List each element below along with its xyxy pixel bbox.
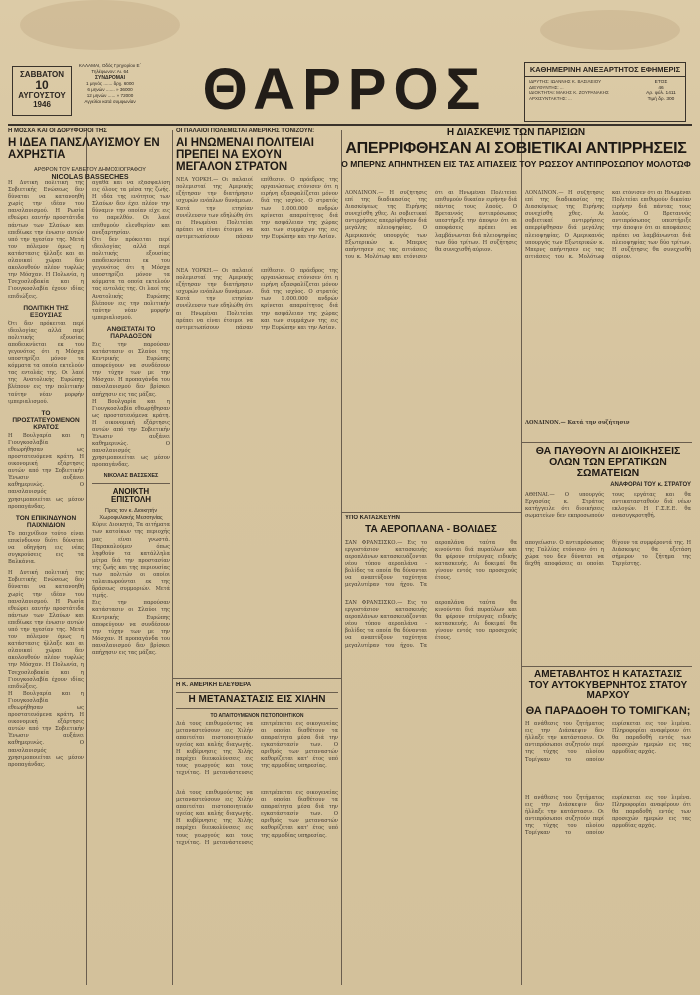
issue-line: Αρ. φύλ. 1411 <box>646 91 676 96</box>
phone-text: Τηλέφωνον: Αι. 64 <box>91 69 129 74</box>
publisher-box <box>524 62 686 122</box>
panslavism-subhead: ΠΟΛΙΤΙΚΗ ΤΗΣ ΕΞΟΥΣΙΑΣ <box>23 304 69 319</box>
panslavism-text: Η Βουλγαρία και η Γιουγκοσλαβία εθεωρήθησαν ως προστατευόμενα κράτη. Η οικονομική εξάρτησις αυτών από την Σοβιετικήν Ένωσιν αυξάνει καθημερινώς. Ο πανσλαυισμός χρησιμοποιείται ως μέσον προπαγάνδας. <box>8 432 84 510</box>
day-label: ΣΑΒΒΑΤΟΝ <box>20 70 64 79</box>
chile-subhead: ΤΟ ΑΠΑΙΤΟΥΜΕΝΟΝ ΠΙΣΤΟΠΟΙΗΤΙΚΟΝ <box>210 712 304 719</box>
tomigkan-subhead: ΘΑ ΠΑΡΑΔΟΘΗ ΤΟ ΤΟΜΙΓΚΑΝ; <box>525 704 691 717</box>
labor-unions-headline: ΘΑ ΠΑΥΘΟΥΝ ΑΙ ΔΙΟΙΚΗΣΕΙΣ ΟΛΩΝ ΤΩΝ ΕΡΓΑΤΙΚΩΝ ΣΩΜΑΤΕΙΩΝ <box>535 446 681 480</box>
column-divider <box>172 130 173 985</box>
date-number: 10 <box>35 78 49 92</box>
labor-unions-text: ΑΘΗΝΑΙ.— Ο υπουργός Εργασίας κ. Στράτος κατήγγειλε ότι διοικήσεις σωματείων δεν εκπροσωπούν τους εργάτας και θα αντικατασταθούν διά νέων εκλογών. Η Γ.Σ.Ε.Ε. θα ανασυγκροτηθή. <box>525 492 691 520</box>
paris-text: ΛΟΝΔΙΝΟΝ.— Η συζήτησις επί της διαδικασίας της Διασκέψεως της Ειρήνης συνεχίσθη χθες. Αι σοβιετικαί αντιρρήσεις απερρίφθησαν διά μεγάλης πλειοψηφίας. Ο Αμερικανός υπουργός των Εξωτερικών κ. Μπερνς απήντησεν εις τας αιτιάσεις του κ. Μολότωφ και ετόνισεν ότι αι Ηνωμέναι Πολιτείαι επιθυμούν δικαίαν ειρήνην διά πάντας τους λαούς. Ο Βρεταννός αντιπρόσωπος υπεστήριξε την άποψιν ότι αι αποφάσεις πρέπει να λαμβάνωνται διά πλειοψηφίας των δύο τρίτων. Η συζήτησις θα συνεχισθή αύριον. <box>345 190 517 260</box>
address-text: ΚΑΛΑΜΑΙ, Οδός Γρηγορίου Ε΄ <box>78 63 142 68</box>
meta-line: ΙΔΡΥΤΗΣ: ΙΩΑΝΝΗΣ Κ. ΒΑΣΙΛΕΙΟΥ <box>529 79 602 84</box>
paris-signoff: ΛΟΝΔΙΝΟΝ.— Κατά την συζήτησιν <box>525 420 630 426</box>
paris-body-right <box>525 190 691 440</box>
open-letter-text: Κύριε Διοικητά, Τα αιτήματα των κατοίκων της περιοχής μας είναι γνωστά. Παρακαλούμεν όπως ληφθούν τα κατάλληλα μέτρα διά την προστασίαν της ζωής και της περιουσίας των πολιτών οι οποίοι ταλαιπωρούνται εκ της δράσεως συμμοριών. Μετά τιμής. <box>92 522 170 600</box>
airplanes-text: ΣΑΝ ΦΡΑΝΣΙΣΚΟ.— Εις το εργοστάσιον κατασκευής αεροπλάνων κατασκευάζονται νέου τύπου αεροπλάνα - βολίδες τα οποία θα δύνανται να αναπτύξουν ταχύτητα μεγαλυτέραν του ήχου. Τα αεροπλάνα ταύτα θα κινούνται διά πυραύλων και θα φέρουν πτέρυγας ειδικής κατασκευής. Αι δοκιμαί θα γίνουν εντός του προσεχούς έτους. <box>345 600 517 649</box>
subs-line: 6 μηνών ....... » 36000 <box>87 87 133 92</box>
section-rule <box>341 512 521 513</box>
panslavism-subhead: ΤΟΝ ΕΠΙΚΙΝΔΥΝΟΝ ΠΑΙΧΝΙΔΙΟΝ <box>15 514 77 529</box>
issue-line: ΕΤΟΣ <box>654 80 668 85</box>
chile-body-extra <box>176 730 338 980</box>
airplanes-kicker: ΥΠΟ ΚΑΤΑΣΚΕΥΗΝ <box>345 515 400 521</box>
date-box <box>12 66 72 116</box>
us-army-body-extra <box>176 180 338 675</box>
paris-body <box>345 190 517 510</box>
panslavism-text: Ότι δεν πρόκειται περί ιδεολογίας αλλά περί πολιτικής εξουσίας αποδεικνύεται εκ του γεγονότος ότι η Μόσχα υποστηρίζει μόνον τα κόμματα τα οποία εκτελούν τας εντολάς της. Οι λαοί της Ανατολικής Ευρώπης βλέπουν εις την πολιτικήν ταύτην νέαν μορφήν ιμπεριαλισμού. <box>8 320 84 405</box>
month-label: ΑΥΓΟΥΣΤΟΥ <box>18 91 66 100</box>
subscriptions-title: ΣΥΝΔΡΟΜΑΙ <box>95 75 125 81</box>
section-rule <box>521 442 692 443</box>
airplanes-text: ΣΑΝ ΦΡΑΝΣΙΣΚΟ.— Εις το εργοστάσιον κατασκευής αεροπλάνων κατασκευάζονται νέου τύπου αεροπλάνα - βολίδες τα οποία θα δύνανται να αναπτύξουν ταχύτητα μεγαλυτέραν του ήχου. Τα αεροπλάνα ταύτα θα κινούνται διά πυραύλων και θα φέρουν πτέρυγας ειδικής κατασκευής. Αι δοκιμαί θα γίνουν εντός του προσεχούς έτους. <box>345 539 517 589</box>
issue-line: Τιμή δρ. 300 <box>647 96 675 102</box>
us-army-kicker: ΟΙ ΠΑΛΑΙΟΙ ΠΟΛΕΜΙΣΤΑΙ ΑΜΕΡΙΚΗΣ ΤΟΝΙΖΟΥΝ: <box>176 128 315 134</box>
chile-kicker: Η Κ. ΑΜΕΡΙΚΗ ΕΛΕΥΘΕΡΑ <box>176 682 252 688</box>
section-rule <box>521 666 692 667</box>
col2-subhead: ΑΝΘΙΣΤΑΤΑΙ ΤΟ ΠΑΡΑΔΟΞΟΝ <box>106 325 156 340</box>
masthead <box>0 0 700 125</box>
paris-text: ΛΟΝΔΙΝΟΝ.— Η συζήτησις επί της διαδικασίας της Διασκέψεως της Ειρήνης συνεχίσθη χθες. Αι σοβιετικαί αντιρρήσεις απερρίφθησαν διά μεγάλης πλειοψηφίας. Ο Αμερικανός υπουργός των Εξωτερικών κ. Μπερνς απήντησεν εις τας αιτιάσεις του κ. Μολότωφ και ετόνισεν ότι αι Ηνωμέναι Πολιτείαι επιθυμούν δικαίαν ειρήνην διά πάντας τους λαούς. Ο Βρεταννός αντιπρόσωπος υπεστήριξε την άποψιν ότι αι αποφάσεις πρέπει να λαμβάνωνται διά πλειοψηφίας των δύο τρίτων. Η συζήτησις θα συνεχισθή αύριον. <box>525 190 691 260</box>
panslavism-author: NICOLAS BASSECHES <box>51 174 129 182</box>
panslavism-text: Η Δυτική πολιτική της Σοβιετικής Ενώσεως δεν δύναται να κατανοηθή χωρίς την ιδέαν του πανσλαυισμού. Η Ρωσία εθεώρει εαυτήν προστάτιδα πάντων των Σλαύων και επεδίωκε την ένωσιν αυτών υπό την ηγεσίαν της. Μετά τον πόλεμον όμως η κατάστασις ήλλαξε και αι σλαυικαί χώραι δεν ακολουθούν πλέον τυφλώς την Μόσχαν. Η Πολωνία, η Τσεχοσλοβακία και η Γιουγκοσλαβία έχουν ιδίας επιδιώξεις. <box>8 180 84 300</box>
panslavism-body-col1 <box>8 180 84 980</box>
paris-headline: ΑΠΕΡΡΙΦΘΗΣΑΝ ΑΙ ΣΟΒΙΕΤΙΚΑΙ ΑΝΤΙΡΡΗΣΕΙΣ <box>345 139 687 157</box>
airplanes-headline: ΤΑ ΑΕΡΟΠΛΑΝΑ - ΒΟΛΙΔΕΣ <box>365 524 497 535</box>
subs-line: 1 μηνός ....... δρχ. 6000 <box>86 81 134 86</box>
tomigkan-body-extra <box>525 760 691 982</box>
tomigkan-text: Η ανάθεσις του ζητήματος εις την Διάσκεψιν δεν ήλλαξε την κατάστασιν. Οι αντιπρόσωποι συζητούν περί της τύχης του πλοίου Τομίγκαν το οποίον ευρίσκεται εις τον λιμένα. Πληροφορίαι αναφέρουν ότι θα παραδοθή εντός των προσεχών ημερών εις τας αρμοδίας αρχάς. <box>525 795 691 837</box>
col2-text: Η Βουλγαρία και η Γιουγκοσλαβία εθεωρήθησαν ως προστατευόμενα κράτη. Η οικονομική εξάρτησις αυτών από την Σοβιετικήν Ένωσιν αυξάνει καθημερινώς. Ο πανσλαυισμός χρησιμοποιείται ως μέσον προπαγάνδας. <box>92 398 170 469</box>
issue-info <box>637 77 685 105</box>
chile-text: Διά τους επιθυμούντας να μεταναστεύσουν εις Χιλήν απαιτείται πιστοποιητικόν υγείας και καλής διαγωγής. Η κυβέρνησις της Χιλής παρέχει διευκολύνσεις εις τους γεωργούς και τους τεχνίτας. Η μετανάστευσις επιτρέπεται εις οικογενείας αι οποίαι διαθέτουν τα απαραίτητα μέσα διά την εγκατάστασίν των. Ο αριθμός των μεταναστών καθορίζεται κατ' έτος υπό της αρμοδίας υπηρεσίας. <box>176 790 338 846</box>
labor-unions-text: απογείωσιν. Ο αντιπρόσωπος της Γαλλίας ετόνισεν ότι η χώρα του δεν δύναται να δεχθή αποφάσεις αι οποίαι θίγουν τα συμφέροντά της. Η Διάσκεψις θα εξετάση σήμερον το ζήτημα της Τεργέστης. <box>525 540 691 568</box>
col2-text: αγαθά και να εξασφαλίση εις όλους τα μέσα της ζωής. Η ιδέα της ενότητος των Σλαύων δεν έχει πλέον την δύναμιν την οποίαν είχε εις το παρελθόν. Οι λαοί επιθυμούν ελευθερίαν και ανεξαρτησίαν. <box>92 180 170 236</box>
airplanes-body-extra <box>345 540 517 980</box>
meta-line: ΔΙΕΥΘΥΝΤΗΣ: ... <box>529 84 564 90</box>
section-rule <box>92 483 170 484</box>
subs-line: Αγγελίαι κατά συμφωνίαν <box>84 99 136 104</box>
col2-text: Ότι δεν πρόκειται περί ιδεολογίας αλλά περί πολιτικής εξουσίας αποδεικνύεται εκ του γεγονότος ότι η Μόσχα υποστηρίζει μόνον τα κόμματα τα οποία εκτελούν τας εντολάς της. Οι λαοί της Ανατολικής Ευρώπης βλέπουν εις την πολιτικήν ταύτην νέαν μορφήν ιμπεριαλισμού. <box>92 236 170 321</box>
labor-unions-body-extra <box>525 500 691 650</box>
chile-text: Διά τους επιθυμούντας να μεταναστεύσουν εις Χιλήν απαιτείται πιστοποιητικόν υγείας και καλής διαγωγής. Η κυβέρνησις της Χιλής παρέχει διευκολύνσεις εις τους γεωργούς και τους τεχνίτας. Η μετανάστευσις επιτρέπεται εις οικογενείας αι οποίαι διαθέτουν τα απαραίτητα μέσα διά την εγκατάστασίν των. Ο αριθμός των μεταναστών καθορίζεται κατ' έτος υπό της αρμοδίας υπηρεσίας. <box>176 720 338 777</box>
open-letter-recipient: Προς τον κ. Διοικητήν Χωροφυλακής Μεσσηνίας <box>99 508 163 522</box>
chile-headline: Η ΜΕΤΑΝΑΣΤΑΣΙΣ ΕΙΣ ΧΙΛΗΝ <box>176 692 338 709</box>
us-army-headline: ΑΙ ΗΝΩΜΕΝΑΙ ΠΟΛΙΤΕΙΑΙ ΠΡΕΠΕΙ ΝΑ ΕΧΟΥΝ ΜΕΓΑΛΟΝ ΣΤΡΑΤΟΝ <box>176 137 314 174</box>
section-rule <box>172 678 341 679</box>
tomigkan-headline: ΑΜΕΤΑΒΛΗΤΟΣ Η ΚΑΤΑΣΤΑΣΙΣ ΤΟΥ ΑΥΤΟΚΥΒΕΡΝΗΤΟΣ ΣΤΑΤΟΥ ΜΑΡΧΟΥ <box>528 670 688 701</box>
tagline: ΚΑΘΗΜΕΡΙΝΗ ΑΝΕΞΑΡΤΗΤΟΣ ΕΦΗΜΕΡΙΣ <box>525 63 685 77</box>
open-letter-headline: ΑΝΟΙΚΤΗ ΕΠΙΣΤΟΛΗ <box>111 486 151 504</box>
paris-conference-head <box>341 126 691 186</box>
newspaper-title: ΘΑΡΡΟΣ <box>202 57 488 122</box>
subs-line: 12 μηνών ...... » 72000 <box>86 93 134 98</box>
paris-kicker: Η ΔΙΑΣΚΕΨΙΣ ΤΩΝ ΠΑΡΙΣΙΩΝ <box>446 127 586 138</box>
panslavism-headline: Η ΙΔΕΑ ΠΑΝΣΛΑΥΙΣΜΟΥ ΕΝ ΑΧΡΗΣΤΙΑ <box>8 137 160 162</box>
panslavism-body-col2 <box>92 180 170 980</box>
us-army-text: ΝΕΑ ΥΟΡΚΗ.— Οι παλαιοί πολεμισταί της Αμερικής εζήτησαν την διατήρησιν ισχυρών ενόπλων δυνάμεων. Κατά την ετησίαν συνέλευσιν των εδηλώθη ότι αι Ηνωμέναι Πολιτείαι πρέπει να είναι έτοιμοι να αντιμετωπίσουν πάσαν επίθεσιν. Ο πρόεδρος της οργανώσεως ετόνισεν ότι η ειρήνη εξασφαλίζεται μόνον διά της ισχύος. Ο στρατός των 1.000.000 ανδρών κρίνεται απαραίτητος διά την ασφάλειαν της χώρας και των συμμάχων της εις την Ευρώπην και την Ασίαν. <box>176 177 338 240</box>
publisher-meta <box>525 77 633 103</box>
panslavism-kicker: Η ΜΟΣΧΑ ΚΑΙ ΟΙ ΔΟΡΥΦΟΡΟΙ ΤΗΣ <box>8 128 107 134</box>
panslavism-byline: ΑΡΘΡΟΝ ΤΟΥ ΕΛΒΕΤΟΥ ΔΗΜΟΣΙΟΓΡΑΦΟΥ <box>34 167 146 174</box>
col2-text: Εις την παρούσαν κατάστασιν οι Σλαύοι της Κεντρικής Ευρώπης αποφεύγουν να συνδέσουν την τύχην των με την Μόσχαν. Η προπαγάνδα του πανσλαυισμού δεν βρίσκει απήχησιν εις τας μάζας. <box>92 341 170 398</box>
tomigkan-text: Η ανάθεσις του ζητήματος εις την Διάσκεψιν δεν ήλλαξε την κατάστασιν. Οι αντιπρόσωποι συζητούν περί της τύχης του πλοίου Τομίγκαν το οποίον ευρίσκεται εις τον λιμένα. Πληροφορίαι αναφέρουν ότι θα παραδοθή εντός των προσεχών ημερών εις τας αρμοδίας αρχάς. <box>525 721 691 763</box>
paris-subhead: Ο ΜΠΕΡΝΣ ΑΠΗΝΤΗΣΕΝ ΕΙΣ ΤΑΣ ΑΙΤΙΑΣΕΙΣ ΤΟΥ ΡΩΣΣΟΥ ΑΝΤΙΠΡΟΣΩΠΟΥ ΜΟΛΟΤΩΦ <box>341 159 691 170</box>
issue-line: 46 <box>658 85 664 91</box>
year-label: 1946 <box>33 100 51 109</box>
panslavism-text: Το παιχνίδιον τούτο είναι επικίνδυνον διότι δύναται να οδηγήση εις νέας συγκρούσεις εις τα Βαλκάνια. <box>8 530 84 566</box>
open-letter-text: Εις την παρούσαν κατάστασιν οι Σλαύοι της Κεντρικής Ευρώπης αποφεύγουν να συνδέσουν την τύχην των με την Μόσχαν. Η προπαγάνδα του πανσλαυισμού δεν βρίσκει απήχησιν εις τας μάζας. <box>92 600 170 657</box>
panslavism-text: Η Βουλγαρία και η Γιουγκοσλαβία εθεωρήθησαν ως προστατευόμενα κράτη. Η οικονομική εξάρτησις αυτών από την Σοβιετικήν Ένωσιν αυξάνει καθημερινώς. Ο πανσλαυισμός χρησιμοποιείται ως μέσον προπαγάνδας. <box>8 690 84 768</box>
panslavism-text: Η Δυτική πολιτική της Σοβιετικής Ενώσεως δεν δύναται να κατανοηθή χωρίς την ιδέαν του πανσλαυισμού. Η Ρωσία εθεώρει εαυτήν προστάτιδα πάντων των Σλαύων και επεδίωκε την ένωσιν αυτών υπό την ηγεσίαν της. Μετά τον πόλεμον όμως η κατάστασις ήλλαξε και αι σλαυικαί χώραι δεν ακολουθούν πλέον τυφλώς την Μόσχαν. Η Πολωνία, η Τσεχοσλοβακία και η Γιουγκοσλαβία έχουν ιδίας επιδιώξεις. <box>8 570 84 690</box>
us-army-text: ΝΕΑ ΥΟΡΚΗ.— Οι παλαιοί πολεμισταί της Αμερικής εζήτησαν την διατήρησιν ισχυρών ενόπλων δυνάμεων. Κατά την ετησίαν συνέλευσιν των εδηλώθη ότι αι Ηνωμέναι Πολιτείαι πρέπει να είναι έτοιμοι να αντιμετωπίσουν πάσαν επίθεσιν. Ο πρόεδρος της οργανώσεως ετόνισεν ότι η ειρήνη εξασφαλίζεται μόνον διά της ισχύος. Ο στρατός των 1.000.000 ανδρών κρίνεται απαραίτητος διά την ασφάλειαν της χώρας και των συμμάχων της εις την Ευρώπην και την Ασίαν. <box>176 268 338 331</box>
col2-signoff: ΝΙΚΟΛΑΣ ΒΑΣΣΕΧΕΣ <box>103 472 159 479</box>
column-divider <box>521 130 522 985</box>
panslavism-subhead: ΤΟ ΠΡΟΣΤΑΤΕΥΟΜΕΝΟΝ ΚΡΑΤΟΣ <box>12 409 80 431</box>
meta-line: ΑΡΧΙΣΥΝΤΑΚΤΗΣ: ... <box>529 95 572 101</box>
column-divider <box>341 130 342 985</box>
subscription-box <box>74 63 146 117</box>
meta-line: ΙΔΙΟΚΤΗΤΑΙ: ΜΑΚΗΣ Κ. ΖΟΥΡΑΝΑΚΗΣ <box>529 90 609 95</box>
labor-unions-kicker: ΑΝΑΦΟΡΑΙ ΤΟΥ κ. ΣΤΡΑΤΟΥ <box>610 482 691 489</box>
